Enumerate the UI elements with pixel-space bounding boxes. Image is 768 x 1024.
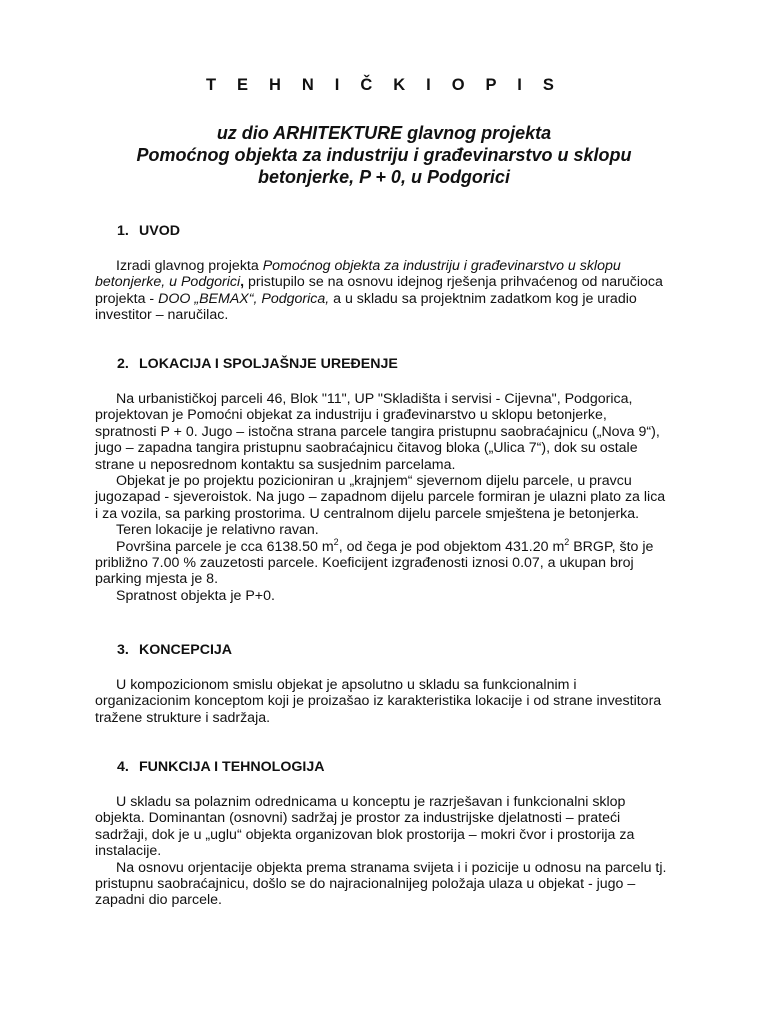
text-line: i za vozila, sa parking prostorima. U centralnom dijelu parcele smještena je betonjerka. [95,505,640,522]
text-run: , od čega je pod objektom 431.20 m [338,538,565,555]
subtitle-line: uz dio ARHITEKTURE glavnog projekta [216,123,552,143]
section-body-koncepcija [95,677,735,726]
italic-text-run: DOO „BEMAX“, Podgorica, [158,290,330,307]
section-body-funkcija [95,794,735,909]
paragraph [95,473,735,522]
text-line: jugozapad - sjeveroistok. Na jugo – zapadnom dijelu parcele formiran je ulazni plato za lica [95,489,666,506]
section-heading-uvod [117,223,180,239]
text-line: Na osnovu orjentacije objekta prema stranama svijeta i i pozicije u odnosu na parcelu tj. [116,859,667,876]
italic-text-run: betonjerke, u Podgorici [95,274,241,291]
paragraph [95,588,735,604]
text-run: BRGP, što je [569,538,654,555]
bold-text-run: , [240,274,245,291]
paragraph-continued [95,274,735,323]
document-title: T E H N I Č K I O P I S [205,76,563,94]
text-run: projekta - [95,290,159,307]
text-run: Površina parcele je cca 6138.50 m [116,538,334,555]
text-line: parking mjesta je 8. [95,571,219,588]
paragraph [95,677,735,726]
subtitle-line: betonjerke, P + 0, u Podgorici [258,167,510,187]
subtitle-line: Pomoćnog objekta za industriju i građevinarstvo u sklopu [136,145,632,165]
text-line: objekta. Dominantan (osnovni) sadržaj je prostor za industrijske djelatnosti – prateći [95,810,621,827]
text-line: jugo – zapadna tangira pristupnu saobraćajnicu čitavog bloka („Ulica 7“), dok su ostale [95,440,638,457]
text-line: približno 7.00 % zauzetosti parcele. Koeficijent izgrađenosti iznosi 0.07, a ukupan broj [95,555,634,572]
document-subtitle [40,122,728,188]
text-line: U skladu sa polaznim odrednicama u konceptu je razrješavan i funkcionalni sklop [116,794,626,810]
section-number: 1. [117,223,129,239]
superscript: 2 [564,536,570,547]
paragraph [95,522,735,538]
section-body-uvod [95,258,735,324]
text-line: zapadni dio parcele. [95,892,222,909]
text-line [95,274,735,290]
text-line: instalacije. [95,843,162,860]
text-line: Objekat je po projektu pozicioniran u „krajnjem“ sjevernom dijelu parcele, u pravcu [116,473,632,490]
paragraph [95,794,735,860]
superscript: 2 [333,536,339,547]
text-line: Na urbanističkoj parceli 46, Blok "11", UP "Skladišta i servisi - Cijevna", Podgorica, [116,391,633,407]
section-body-lokacija [95,391,735,604]
text-line: projektovan je Pomoćni objekat za industriju i građevinarstvo u sklopu betonjerke, [95,407,607,424]
text-line: pristupnu saobraćajnicu, došlo se do najracionalnijeg položaja ulaza u objekat - jugo – [95,876,636,893]
paragraph [95,536,735,588]
section-title: UVOD [139,223,180,239]
section-heading-funkcija [117,759,325,775]
text-run: Izradi glavnog projekta [116,258,263,274]
text-run: pristupilo se na osnovu idejnog rješenja prihvaćenog od naručioca [244,274,663,291]
section-number: 4. [117,759,129,775]
text-line: Teren lokacije je relativno ravan. [116,522,319,539]
section-title: FUNKCIJA I TEHNOLOGIJA [139,759,325,775]
section-heading-lokacija [117,356,398,372]
text-line: organizacionim konceptom koji je proizašao iz karakteristika lokacije i od strane investitora [95,693,662,710]
section-number: 2. [117,356,129,372]
text-line: U kompozicionom smislu objekat je apsolutno u skladu sa funkcionalnim i [116,677,577,693]
text-line: sadržaji, dok je u „uglu“ objekta organizovan blok prostorija – mokri čvor i prostorija za [95,826,635,843]
text-line: Spratnost objekta je P+0. [116,587,275,604]
text-line: investitor – naručilac. [95,307,229,324]
text-line: strane u neposrednom kontaktu sa susjednim parcelama. [95,456,456,473]
paragraph [95,391,735,473]
text-line [95,258,735,274]
text-line [95,291,735,307]
text-line: tražene strukture i sadržaja. [95,709,271,726]
text-line: spratnosti P + 0. Jugo – istočna strana parcele tangira pristupnu saobraćajnicu („Nova 9“), [95,423,660,440]
italic-text-run: Pomoćnog objekta za industriju i građevinarstvo u sklopu [262,258,621,274]
section-title: LOKACIJA I SPOLJAŠNJE UREĐENJE [139,356,398,372]
paragraph [95,258,735,274]
section-heading-koncepcija [117,642,232,658]
section-number: 3. [117,642,129,658]
section-title: KONCEPCIJA [139,642,233,658]
paragraph [95,860,735,909]
text-line [95,536,735,555]
text-run: a u skladu sa projektnim zadatkom kog je uradio [329,290,637,307]
